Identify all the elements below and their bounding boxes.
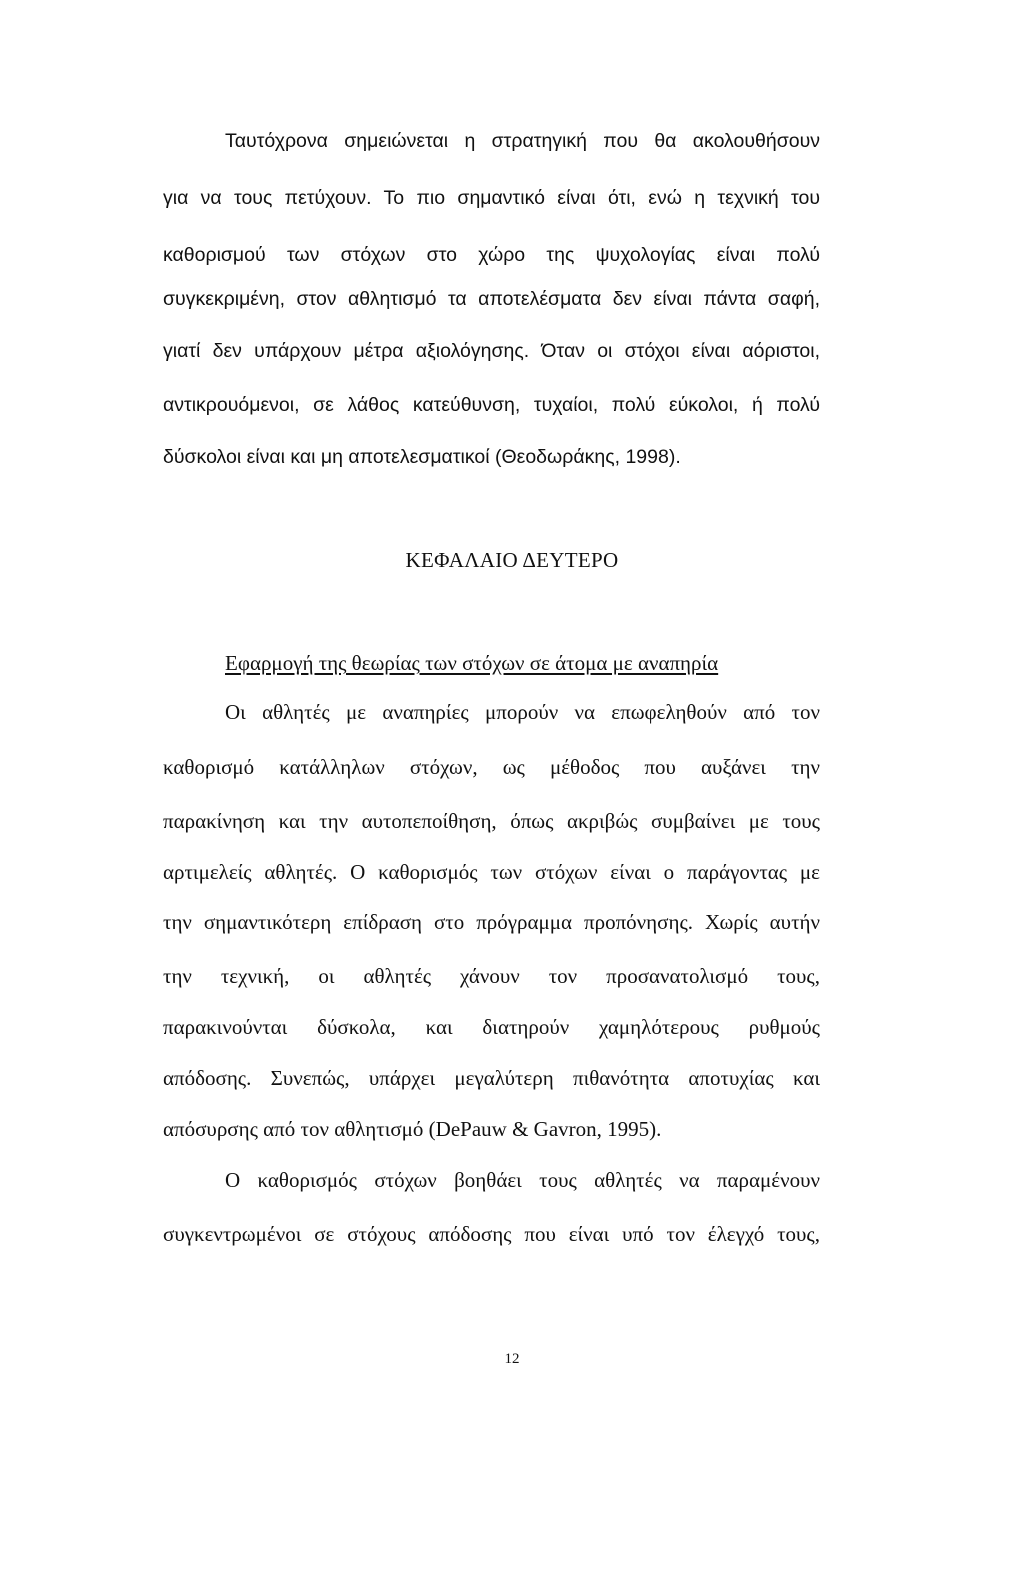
- paragraph-2-line-8: απόδοσης. Συνεπώς, υπάρχει μεγαλύτερη πιθανότητα αποτυχίας και: [163, 1066, 820, 1090]
- paragraph-3-line-2: συγκεντρωμένοι σε στόχους απόδοσης που είναι υπό τον έλεγχό τους,: [163, 1222, 820, 1246]
- paragraph-2-line-3: παρακίνηση και την αυτοπεποίθηση, όπως ακριβώς συμβαίνει με τους: [163, 809, 820, 833]
- paragraph-1-line-2: για να τους πετύχουν. Το πιο σημαντικό είναι ότι, ενώ η τεχνική του: [163, 187, 820, 209]
- paragraph-2-line-4: αρτιμελείς αθλητές. Ο καθορισμός των στόχων είναι ο παράγοντας με: [163, 860, 820, 884]
- paragraph-1-line-1: Ταυτόχρονα σημειώνεται η στρατηγική που θα ακολουθήσουν: [225, 130, 820, 152]
- paragraph-2-line-1: Οι αθλητές με αναπηρίες μπορούν να επωφεληθούν από τον: [225, 700, 820, 724]
- paragraph-2-line-5: την σημαντικότερη επίδραση στο πρόγραμμα προπόνησης. Χωρίς αυτήν: [163, 910, 820, 934]
- paragraph-2-line-6: την τεχνική, οι αθλητές χάνουν τον προσανατολισμό τους,: [163, 964, 820, 988]
- page-number: 12: [504, 1351, 520, 1367]
- chapter-title: ΚΕΦΑΛΑΙΟ ΔΕΥΤΕΡΟ: [405, 548, 619, 572]
- section-title: Εφαρμογή της θεωρίας των στόχων σε άτομα με αναπηρία: [225, 651, 719, 675]
- paragraph-3-line-1: Ο καθορισμός στόχων βοηθάει τους αθλητές να παραμένουν: [225, 1168, 820, 1192]
- paragraph-2-line-2: καθορισμό κατάλληλων στόχων, ως μέθοδος που αυξάνει την: [163, 755, 820, 779]
- paragraph-1-line-7: δύσκολοι είναι και μη αποτελεσματικοί (Θεοδωράκης, 1998).: [163, 446, 681, 468]
- paragraph-2-line-9: απόσυρσης από τον αθλητισμό (DePauw & Gavron, 1995).: [163, 1117, 662, 1141]
- paragraph-1-line-4: συγκεκριμένη, στον αθλητισμό τα αποτελέσματα δεν είναι πάντα σαφή,: [163, 288, 820, 310]
- paragraph-1-line-3: καθορισμού των στόχων στο χώρο της ψυχολογίας είναι πολύ: [163, 244, 820, 266]
- paragraph-1-line-6: αντικρουόμενοι, σε λάθος κατεύθυνση, τυχαίοι, πολύ εύκολοι, ή πολύ: [163, 394, 820, 416]
- paragraph-2-line-7: παρακινούνται δύσκολα, και διατηρούν χαμηλότερους ρυθμούς: [163, 1015, 820, 1039]
- paragraph-1-line-5: γιατί δεν υπάρχουν μέτρα αξιολόγησης. Όταν οι στόχοι είναι αόριστοι,: [163, 340, 820, 362]
